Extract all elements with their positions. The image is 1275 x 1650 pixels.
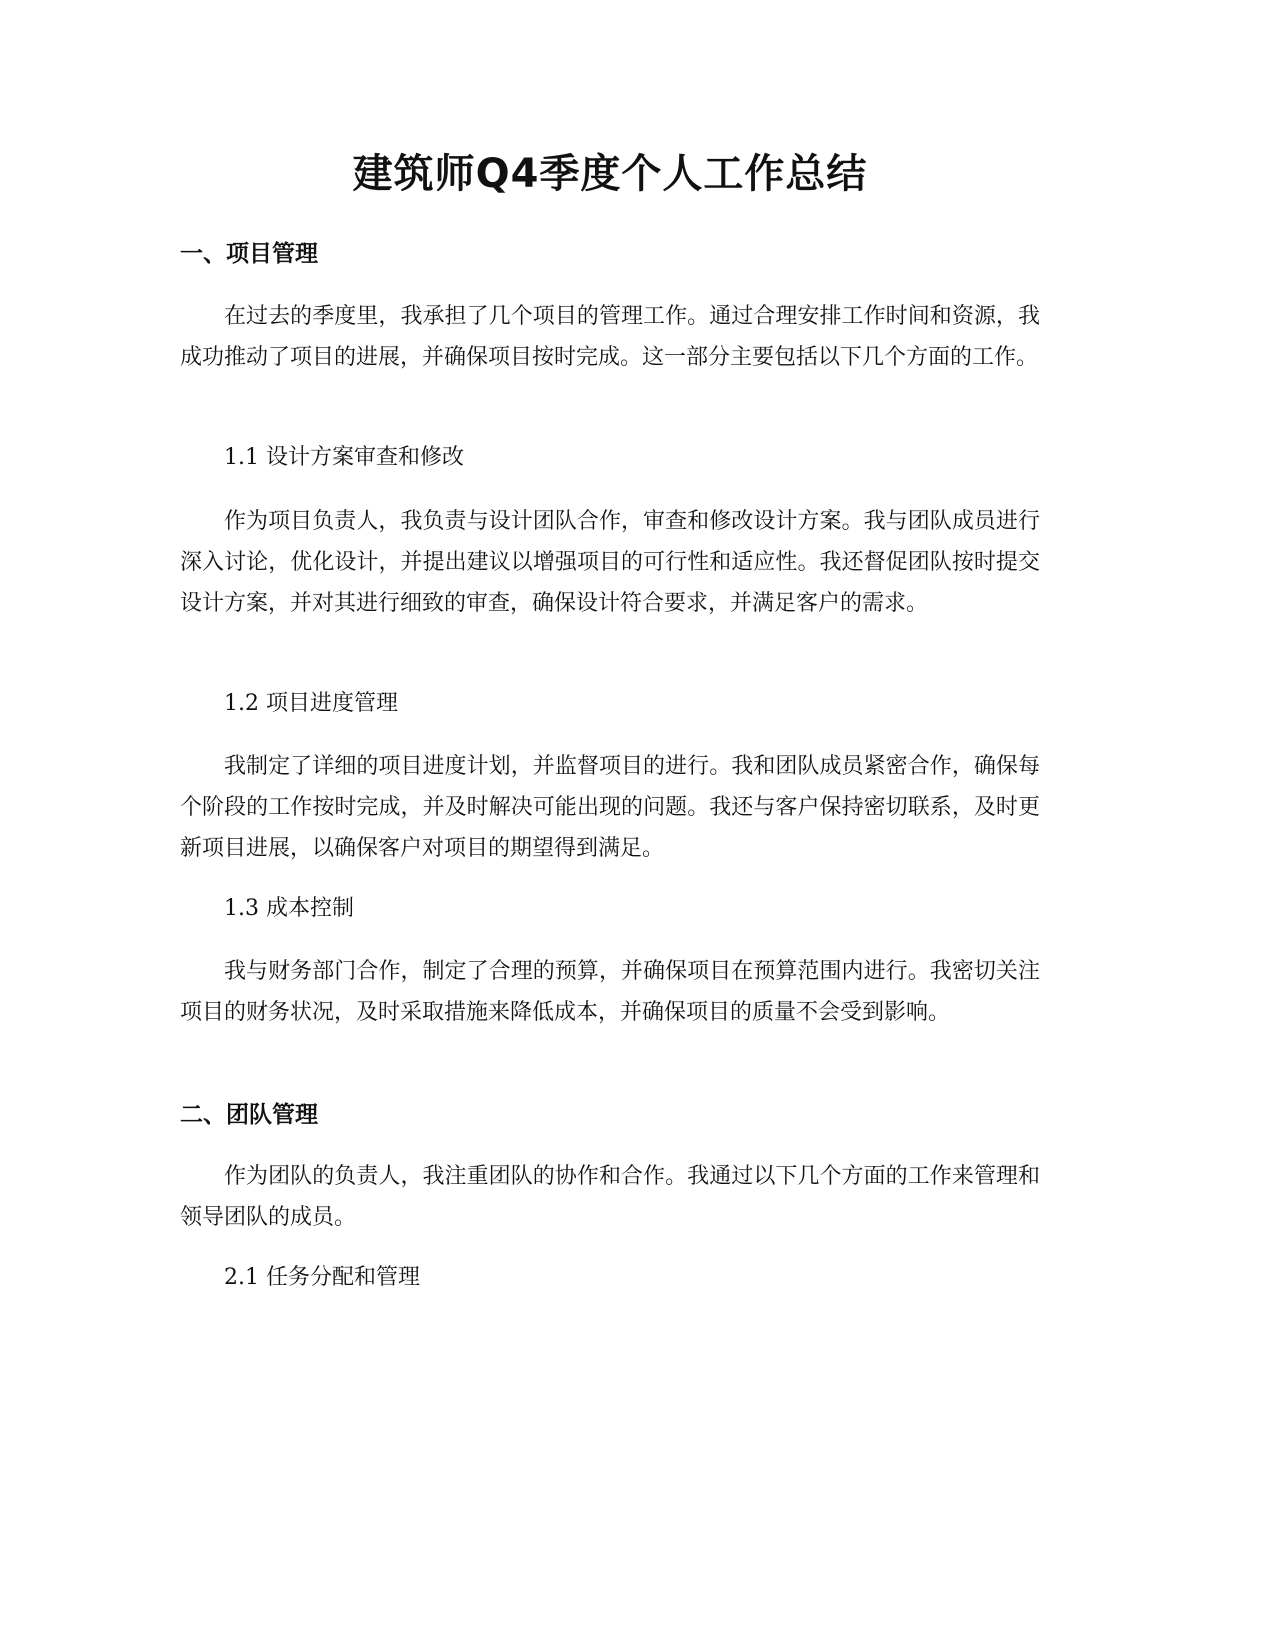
section-heading-team-management: 二、团队管理 [180,1102,318,1128]
page-title: 建筑师Q4季度个人工作总结 [352,151,868,197]
section-heading-project-management: 一、项目管理 [180,241,318,267]
document-page [180,0,1040,1650]
section-intro-paragraph: 在过去的季度里，我承担了几个项目的管理工作。通过合理安排工作时间和资源，我成功推动了项目的进展，并确保项目按时完成。这一部分主要包括以下几个方面的工作。 [180,304,1040,370]
subsection-body-paragraph: 我与财务部门合作，制定了合理的预算，并确保项目在预算范围内进行。我密切关注项目的财务状况，及时采取措施来降低成本，并确保项目的质量不会受到影响。 [180,959,1040,1025]
subsection-body-paragraph: 我制定了详细的项目进度计划，并监督项目的进行。我和团队成员紧密合作，确保每个阶段的工作按时完成，并及时解决可能出现的问题。我还与客户保持密切联系，及时更新项目进展，以确保客户对项目的期望得到满足。 [180,754,1040,861]
subsection-heading-task-assignment: 2.1 任务分配和管理 [224,1265,420,1290]
section-intro-paragraph: 作为团队的负责人，我注重团队的协作和合作。我通过以下几个方面的工作来管理和领导团队的成员。 [180,1164,1040,1230]
subsection-body-paragraph: 作为项目负责人，我负责与设计团队合作，审查和修改设计方案。我与团队成员进行深入讨论，优化设计，并提出建议以增强项目的可行性和适应性。我还督促团队按时提交设计方案，并对其进行细致的审查，确保设计符合要求，并满足客户的需求。 [180,509,1040,616]
subsection-heading-cost-control: 1.3 成本控制 [224,896,354,921]
subsection-heading-design-review: 1.1 设计方案审查和修改 [224,445,464,470]
subsection-heading-schedule: 1.2 项目进度管理 [224,691,398,716]
